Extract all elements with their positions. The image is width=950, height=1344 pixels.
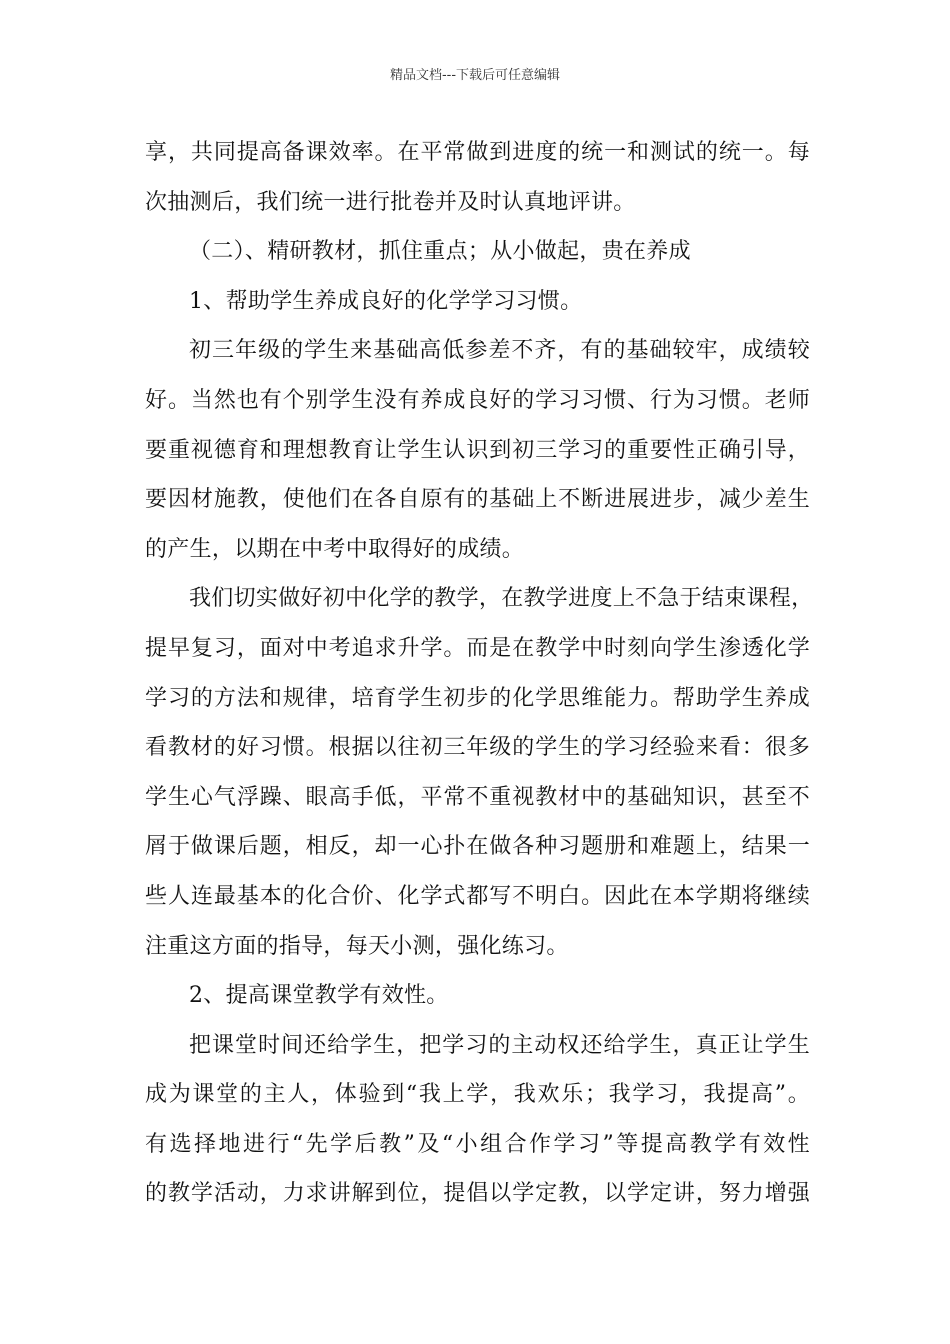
text-line: 注重这方面的指导，每天小测，强化练习。: [145, 933, 569, 959]
subsection-heading: 1、帮助学生养成良好的化学学习习惯。: [189, 288, 583, 314]
text-line: 学习的方法和规律，培育学生初步的化学思维能力。帮助学生养成: [145, 685, 810, 711]
section-heading: （二）、精研教材，抓住重点；从小做起，贵在养成: [189, 239, 691, 265]
text-line: 次抽测后，我们统一进行批卷并及时认真地评讲。: [145, 189, 636, 215]
text-line: 的教学活动，力求讲解到位，提倡以学定教，以学定讲，努力增强: [145, 1181, 810, 1207]
text-line: 要因材施教，使他们在各自原有的基础上不断进展进步，减少差生: [145, 487, 810, 513]
text-line: 提早复习，面对中考追求升学。而是在教学中时刻向学生渗透化学: [145, 635, 810, 661]
text-line: 些人连最基本的化合价、化学式都写不明白。因此在本学期将继续: [145, 883, 810, 909]
text-line: 好。当然也有个别学生没有养成良好的学习习惯、行为习惯。老师: [145, 387, 810, 413]
text-line: 享，共同提高备课效率。在平常做到进度的统一和测试的统一。每: [145, 140, 810, 165]
text-line: 成为课堂的主人，体验到“我上学，我欢乐；我学习，我提高”。: [145, 1082, 810, 1108]
document-body: [145, 128, 814, 1219]
text-line: 初三年级的学生来基础高低参差不齐，有的基础较牢，成绩较: [189, 338, 810, 364]
text-line: 要重视德育和理想教育让学生认识到初三学习的重要性正确引导，: [145, 437, 810, 463]
page-header: 精品文档---下载后可任意编辑: [389, 68, 561, 83]
text-line: 学生心气浮躁、眼高手低，平常不重视教材中的基础知识，甚至不: [145, 784, 810, 810]
text-line: 看教材的好习惯。根据以往初三年级的学生的学习经验来看：很多: [145, 735, 810, 761]
text-line: 屑于做课后题，相反，却一心扑在做各种习题册和难题上，结果一: [145, 834, 810, 860]
text-line: 把课堂时间还给学生，把学习的主动权还给学生，真正让学生: [189, 1032, 810, 1058]
text-line: 的产生，以期在中考中取得好的成绩。: [145, 536, 525, 562]
subsection-heading: 2、提高课堂教学有效性。: [189, 983, 449, 1009]
text-line: 有选择地进行“先学后教”及“小组合作学习”等提高教学有效性: [145, 1131, 810, 1157]
text-line: 我们切实做好初中化学的教学，在教学进度上不急于结束课程，: [189, 586, 814, 612]
